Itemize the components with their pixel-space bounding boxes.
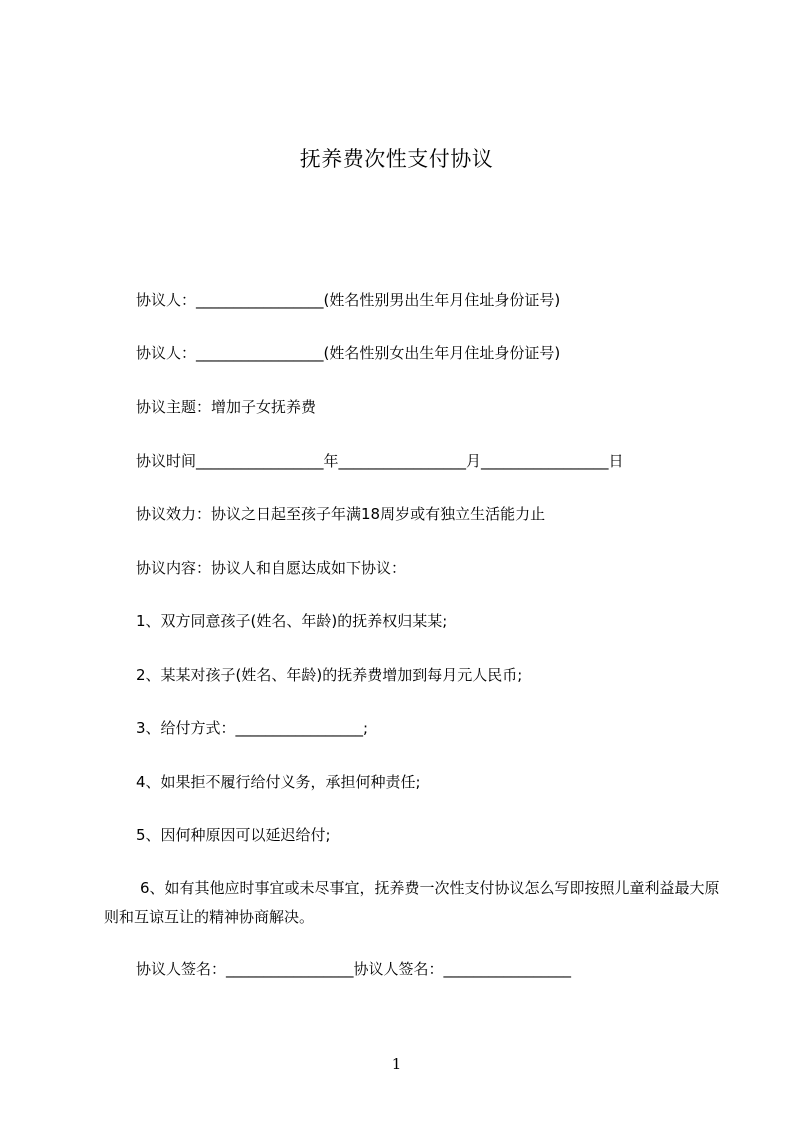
signature-line: 协议人签名：_________________协议人签名：_________________ (136, 960, 572, 978)
subject-line: 协议主题：增加子女抚养费 (136, 398, 317, 416)
validity-line: 协议效力：协议之日起至孩子年满18周岁或有独立生活能力止 (136, 505, 546, 523)
page-number: 1 (391, 1055, 402, 1073)
item-5: 5、因何种原因可以延迟给付; (136, 826, 331, 844)
item-2: 2、某某对孩子(姓名、年龄)的抚养费增加到每月元人民币; (136, 666, 523, 684)
content-intro-line: 协议内容：协议人和自愿达成如下协议： (136, 559, 407, 577)
item-6-text: 6、如有其他应时事宜或未尽事宜，抚养费一次性支付协议怎么写即按照儿童利益最大原则和互谅互让的精神协商解决。 (104, 879, 720, 926)
item-6 (104, 874, 724, 932)
party-2-line: 协议人：_________________(姓名性别女出生年月住址身份证号) (136, 344, 561, 362)
item-4: 4、如果拒不履行给付义务，承担何种责任; (136, 773, 421, 791)
item-1: 1、双方同意孩子(姓名、年龄)的抚养权归某某; (136, 612, 448, 630)
item-3: 3、给付方式：_________________; (136, 719, 369, 737)
party-1-line: 协议人：_________________(姓名性别男出生年月住址身份证号) (136, 291, 561, 309)
date-line: 协议时间_________________年_________________月_________________日 (136, 452, 624, 470)
document-title: 抚养费次性支付协议 (299, 147, 494, 171)
